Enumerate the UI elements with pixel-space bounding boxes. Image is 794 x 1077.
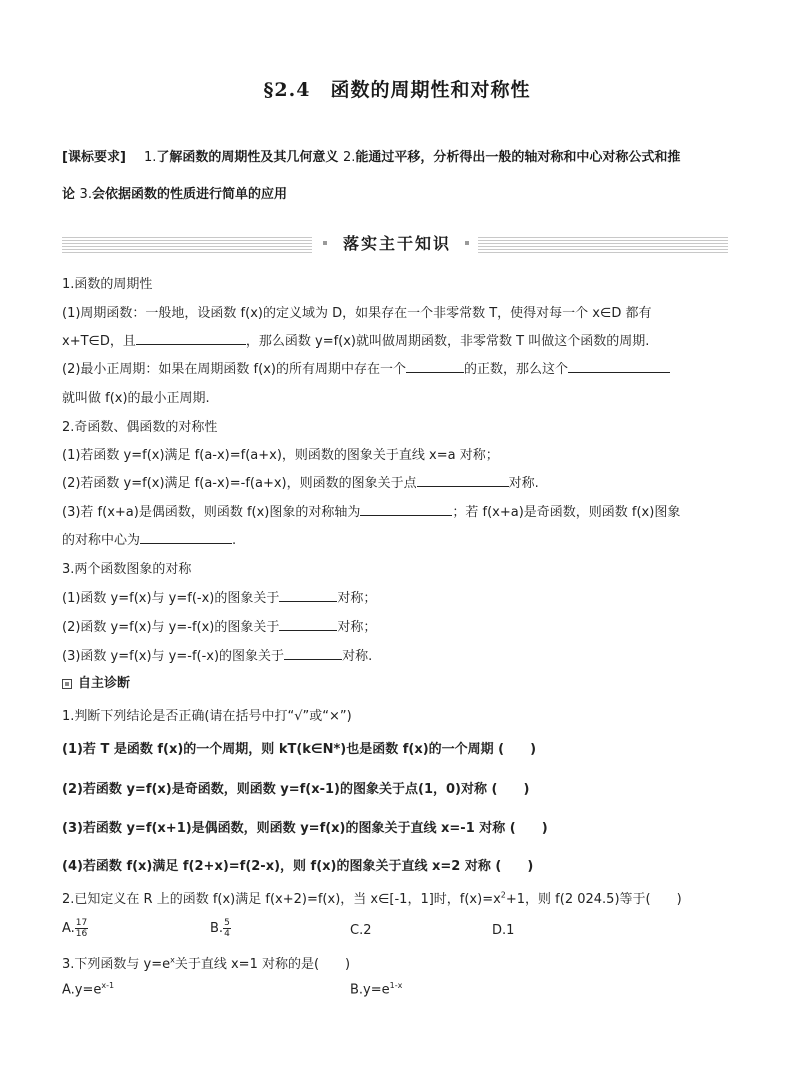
periodic-def-text-2: ，那么函数 y=f(x)就叫做周期函数，非零常数 T 叫做这个函数的周期. — [245, 334, 650, 349]
center-text: 的对称中心为 — [62, 533, 141, 548]
question-1-prompt: 1.判断下列结论是否正确(请在括号中打“√”或“×”) — [62, 709, 352, 724]
two-func-end-2: 对称； — [337, 620, 377, 635]
judgment-4[interactable]: (4)若函数 f(x)满足 f(2+x)=f(2-x)，则 f(x)的图象关于直线 x=2 对称 ( ) — [62, 859, 534, 874]
judgment-2[interactable]: (2)若函数 y=f(x)是奇函数，则函数 y=f(x-1)的图象关于点(1，0)对称 ( ) — [62, 782, 530, 797]
req-item-1: 了解函数的周期性及其几何意义 — [156, 150, 339, 165]
two-func-text-3: (3)函数 y=f(x)与 y=-f(-x)的图象关于 — [62, 649, 285, 664]
two-func-rule-2 — [62, 616, 376, 635]
q3-option-a-text: A.y=e — [62, 982, 102, 998]
heading-two-functions: 3.两个函数图象的对称 — [62, 562, 192, 577]
option-b-label: B. — [210, 921, 224, 936]
question-2-text-2: +1，则 f(2 024.5)等于( ) — [505, 892, 682, 907]
min-period-line-2: 就叫做 f(x)的最小正周期. — [62, 391, 210, 406]
center-period: . — [232, 533, 237, 548]
fraction-numerator: 5 — [224, 918, 230, 928]
shift-even-text: (3)若 f(x+a)是偶函数，则函数 f(x)图象的对称轴为 — [62, 505, 361, 520]
option-a[interactable] — [62, 918, 88, 939]
two-func-rule-3 — [62, 645, 372, 664]
blank-center[interactable] — [140, 531, 232, 544]
option-a-label: A. — [62, 921, 75, 936]
banner-dot-right — [465, 241, 469, 245]
blank-periodic-condition[interactable] — [136, 332, 246, 345]
option-b-fraction — [223, 918, 231, 939]
two-func-rule-1 — [62, 587, 376, 606]
section-marker-icon — [62, 679, 72, 689]
curriculum-requirements-line-1 — [62, 146, 680, 165]
two-func-end-1: 对称； — [337, 591, 377, 606]
req-item-3: 会依据函数的性质进行简单的应用 — [91, 187, 287, 202]
req-item-2b: 论 — [62, 187, 76, 202]
option-d[interactable]: D.1 — [492, 923, 515, 938]
blank-two-func-2[interactable] — [279, 618, 337, 631]
heading-periodicity: 1.函数的周期性 — [62, 277, 153, 292]
banner-rule-right — [478, 237, 728, 253]
req-item-2a: 能通过平移，分析得出一般的轴对称和中心对称公式和推 — [355, 150, 681, 165]
section-banner: 落实主干知识 — [342, 234, 451, 253]
self-diagnosis-heading — [62, 672, 130, 691]
two-func-text-1: (1)函数 y=f(x)与 y=f(-x)的图象关于 — [62, 591, 280, 606]
shift-symmetry-line-1 — [62, 501, 680, 520]
blank-two-func-1[interactable] — [279, 589, 337, 602]
question-3 — [62, 953, 350, 972]
self-diagnosis-label: 自主诊断 — [78, 676, 131, 691]
blank-two-func-3[interactable] — [284, 647, 342, 660]
option-b[interactable] — [210, 918, 231, 939]
page-title: §2.4 函数的周期性和对称性 — [263, 79, 531, 101]
question-2 — [62, 888, 682, 907]
q3-option-a[interactable] — [62, 981, 114, 997]
periodic-def-text: x+T∈D，且 — [62, 334, 136, 349]
shift-odd-text: ；若 f(x+a)是奇函数，则函数 f(x)图象 — [452, 505, 681, 520]
fraction-denominator: 16 — [75, 929, 88, 939]
requirements-label: [课标要求] — [62, 150, 126, 165]
blank-axis[interactable] — [360, 503, 452, 516]
req-num-1: 1. — [144, 150, 157, 165]
blank-symmetry-point[interactable] — [417, 474, 509, 487]
min-period-line-1 — [62, 358, 670, 377]
symmetry-point-text-2: 对称. — [508, 476, 539, 491]
fraction-denominator: 4 — [224, 929, 230, 939]
question-2-exponent: 2 — [500, 890, 506, 900]
symmetry-axis-rule: (1)若函数 y=f(x)满足 f(a-x)=f(a+x)，则函数的图象关于直线 x=a 对称； — [62, 448, 499, 463]
option-c[interactable]: C.2 — [350, 923, 372, 938]
periodic-def-line-1: (1)周期函数：一般地，设函数 f(x)的定义域为 D，如果存在一个非零常数 T，使得对每一个 x∈D 都有 — [62, 306, 652, 321]
symmetry-point-rule — [62, 472, 539, 491]
option-a-fraction — [75, 918, 88, 939]
two-func-text-2: (2)函数 y=f(x)与 y=-f(x)的图象关于 — [62, 620, 280, 635]
judgment-3[interactable]: (3)若函数 y=f(x+1)是偶函数，则函数 y=f(x)的图象关于直线 x=-1 对称 ( ) — [62, 821, 548, 836]
judgment-1[interactable]: (1)若 T 是函数 f(x)的一个周期，则 kT(k∈N*)也是函数 f(x)的一个周期 ( ) — [62, 742, 537, 757]
req-num-3: 3. — [79, 187, 92, 202]
q3-option-b-text: B.y=e — [350, 982, 390, 998]
two-func-end-3: 对称. — [342, 649, 373, 664]
curriculum-requirements-line-2 — [62, 183, 287, 202]
min-period-text: (2)最小正周期：如果在周期函数 f(x)的所有周期中存在一个 — [62, 362, 406, 377]
periodic-def-line-2 — [62, 330, 649, 349]
req-num-2: 2. — [342, 150, 356, 165]
question-2-text: 2.已知定义在 R 上的函数 f(x)满足 f(x+2)=f(x)，当 x∈[-1，1]时，f(x)=x — [62, 892, 501, 907]
q3-option-b[interactable] — [350, 981, 402, 997]
heading-odd-even-symmetry: 2.奇函数、偶函数的对称性 — [62, 420, 218, 435]
question-3-exponent: x — [170, 955, 175, 965]
min-period-text-2: 的正数，那么这个 — [463, 362, 568, 377]
blank-min-positive[interactable] — [406, 360, 464, 373]
blank-min-period[interactable] — [568, 360, 670, 373]
symmetry-point-text: (2)若函数 y=f(x)满足 f(a-x)=-f(a+x)，则函数的图象关于点 — [62, 476, 417, 491]
q3-option-a-exponent: x-1 — [101, 981, 115, 990]
question-3-text: 3.下列函数与 y=e — [62, 957, 171, 972]
q3-option-b-exponent: 1-x — [389, 981, 403, 990]
fraction-numerator: 17 — [75, 918, 88, 928]
question-3-text-2: 关于直线 x=1 对称的是( ) — [174, 957, 351, 972]
shift-symmetry-line-2 — [62, 529, 236, 548]
